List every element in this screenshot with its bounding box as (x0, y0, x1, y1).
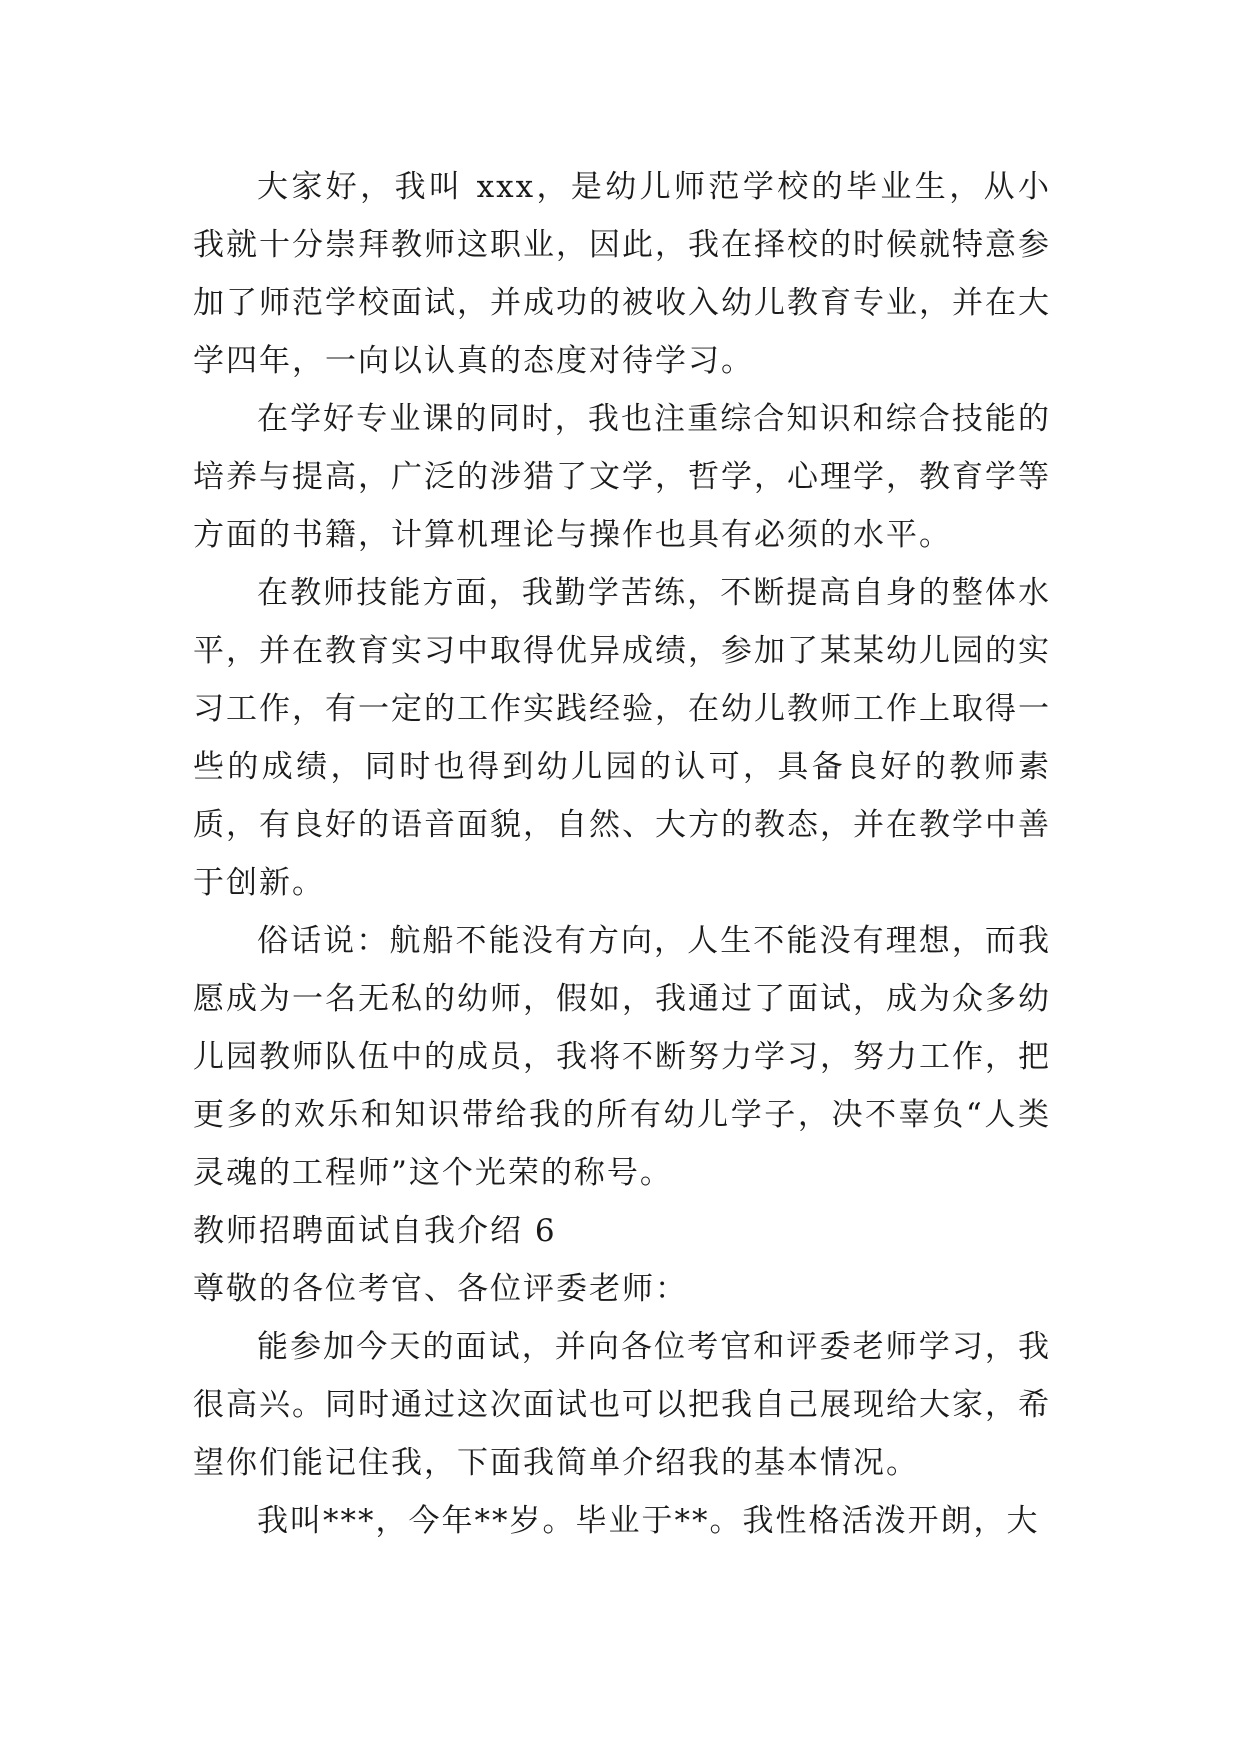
paragraph-basic-info: 我叫***，今年**岁。毕业于**。我性格活泼开朗，大 (257, 1503, 1040, 1539)
paragraph-intro: 大家好，我叫 xxx，是幼儿师范学校的毕业生，从小我就十分崇拜教师这职业，因此，我在择校的时候就特意参加了师范学校面试，并成功的被收入幼儿教育专业，并在大学四年，一向以认真的态度对待学习。 (193, 169, 1051, 379)
paragraph-studies: 在学好专业课的同时，我也注重综合知识和综合技能的培养与提高，广泛的涉猎了文学，哲学，心理学，教育学等方面的书籍，计算机理论与操作也具有必须的水平。 (193, 401, 1051, 553)
paragraph-aspiration: 俗话说：航船不能没有方向，人生不能没有理想，而我愿成为一名无私的幼师，假如，我通过了面试，成为众多幼儿园教师队伍中的成员，我将不断努力学习，努力工作，把更多的欢乐和知识带给我的所有幼儿学子，决不辜负“人类灵魂的工程师”这个光荣的称号。 (193, 923, 1051, 1191)
section-title: 教师招聘面试自我介绍 6 (193, 1213, 557, 1249)
paragraph-opening: 能参加今天的面试，并向各位考官和评委老师学习，我很高兴。同时通过这次面试也可以把我自己展现给大家，希望你们能记住我，下面我简单介绍我的基本情况。 (193, 1329, 1051, 1481)
salutation: 尊敬的各位考官、各位评委老师： (193, 1271, 688, 1307)
paragraph-skills: 在教师技能方面，我勤学苦练，不断提高自身的整体水平，并在教育实习中取得优异成绩，参加了某某幼儿园的实习工作，有一定的工作实践经验，在幼儿教师工作上取得一些的成绩，同时也得到幼儿园的认可，具备良好的教师素质，有良好的语音面貌，自然、大方的教态，并在教学中善于创新。 (193, 575, 1051, 901)
document-body (193, 158, 1051, 1550)
